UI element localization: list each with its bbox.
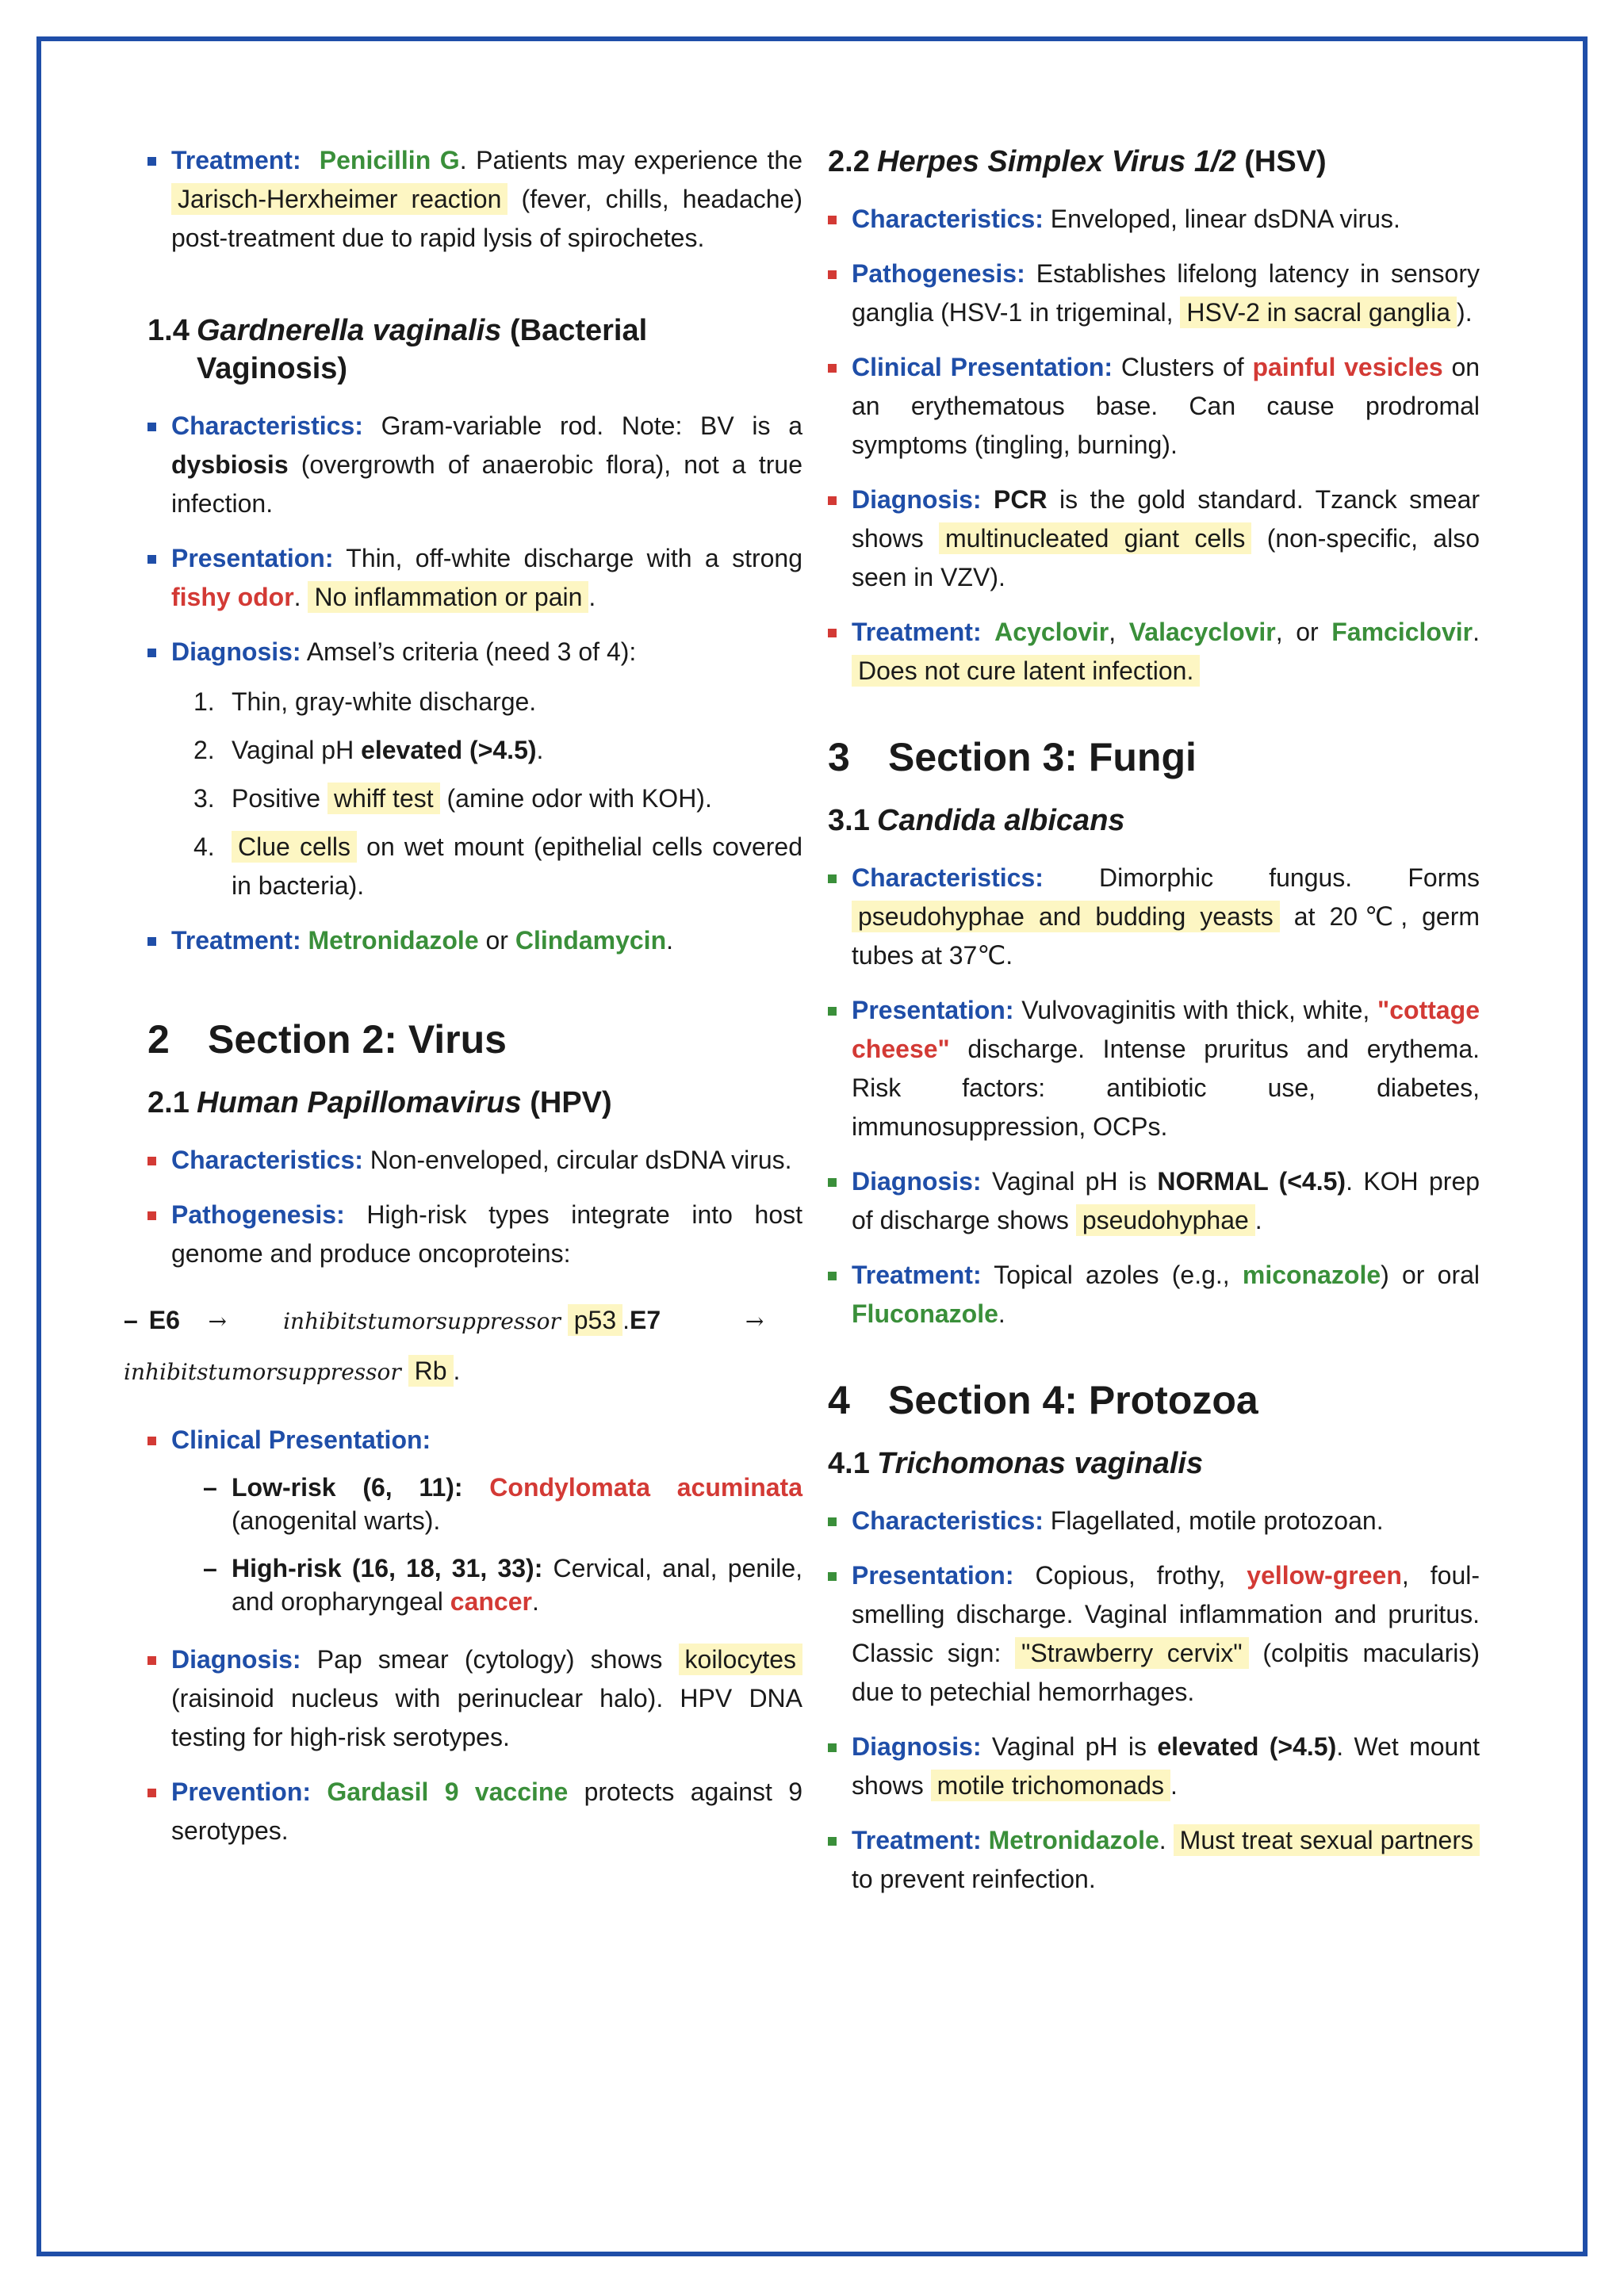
hsv-clinical-presentation: Clinical Presentation: Clusters of painful vesicles on an erythematous base. Can cause prodromal symptoms (tingling, burning). (828, 348, 1480, 465)
hsv-characteristics: Characteristics: Enveloped, linear dsDNA virus. (828, 200, 1480, 239)
bullet-icon (828, 1178, 837, 1187)
bullet-icon (147, 1437, 156, 1445)
subsection-heading-2-1: 2.1 Human Papillomavirus (HPV) (147, 1086, 612, 1119)
bullet-icon (147, 1157, 156, 1165)
trichomonas-diagnosis: Diagnosis: Vaginal pH is elevated (>4.5). Wet mount shows motile trichomonads . (828, 1728, 1480, 1805)
bullet-icon (147, 1789, 156, 1797)
hpv-prevention: Prevention: Gardasil 9 vaccine protects against 9 serotypes. (147, 1773, 802, 1850)
bullet-icon (147, 423, 156, 431)
section-heading-2: 2 Section 2: Virus (147, 1017, 507, 1062)
highlight: motile trichomonads (931, 1770, 1170, 1801)
bullet-icon (147, 1211, 156, 1220)
bullet-icon (147, 937, 156, 946)
highlight: Rb (408, 1355, 454, 1387)
right-column (828, 141, 1480, 1915)
syphilis-treatment-item: Treatment: Penicillin G. Patients may experience the Jarisch-Herxheimer reaction (fever, chills, headache) post-treatment due to rapid lysis of spirochetes. (147, 141, 802, 258)
bullet-icon (828, 496, 837, 505)
bullet-icon (147, 157, 156, 166)
bullet-icon (828, 270, 837, 279)
hpv-characteristics: Characteristics: Non-enveloped, circular dsDNA virus. (147, 1141, 802, 1180)
highlight: "Strawberry cervix" (1015, 1637, 1249, 1669)
highlight: pseudohyphae and budding yeasts (852, 901, 1280, 932)
subsection-heading-2-2: 2.2 Herpes Simplex Virus 1/2 (HSV) (828, 145, 1327, 178)
bullet-icon (147, 555, 156, 564)
bullet-icon (828, 1517, 837, 1526)
candida-treatment: Treatment: Topical azoles (e.g., miconazole) or oral Fluconazole. (828, 1256, 1480, 1334)
high-risk-item: – High-risk (16, 18, 31, 33): Cervical, anal, penile, and oropharyngeal cancer. (203, 1554, 803, 1616)
gardnerella-diagnosis: Diagnosis: Amsel’s criteria (need 3 of 4): (147, 633, 802, 672)
subsection-heading-1-4: 1.4 Gardnerella vaginalis (Bacterial Vaginosis) (147, 314, 648, 385)
left-column (124, 141, 803, 1866)
highlight: pseudohyphae (1076, 1204, 1255, 1236)
highlight: multinucleated giant cells (939, 522, 1251, 554)
highlight: Jarisch-Herxheimer reaction (171, 183, 508, 215)
bullet-icon (828, 1572, 837, 1581)
hsv-treatment: Treatment: Acyclovir, Valacyclovir, or Famciclovir. Does not cure latent infection. (828, 613, 1480, 691)
trichomonas-treatment: Treatment: Metronidazole. Must treat sexual partners to prevent reinfection. (828, 1821, 1480, 1899)
bullet-icon (828, 874, 837, 883)
highlight: p53 (568, 1304, 622, 1336)
section-heading-4: 4 Section 4: Protozoa (828, 1378, 1258, 1422)
low-risk-item: – Low-risk (6, 11): Condylomata acuminata (anogenital warts). (203, 1473, 803, 1535)
hsv-pathogenesis: Pathogenesis: Establishes lifelong latency in sensory ganglia (HSV-1 in trigeminal, HSV-2 in sacral ganglia ). (828, 254, 1480, 332)
list-item: 2. Vaginal pH elevated (>4.5). (193, 736, 544, 764)
bullet-icon (147, 649, 156, 657)
candida-presentation: Presentation: Vulvovaginitis with thick, white, "cottage cheese" discharge. Intense pruritus and erythema. Risk factors: antibiotic use, diabetes, immunosuppression, OCPs. (828, 991, 1480, 1146)
highlight: HSV-2 in sacral ganglia (1180, 297, 1457, 328)
candida-characteristics: Characteristics: Dimorphic fungus. Forms pseudohyphae and budding yeasts at 20℃, germ tubes at 37℃. (828, 859, 1480, 975)
subsection-heading-4-1: 4.1 Trichomonas vaginalis (828, 1447, 1204, 1480)
section-heading-3: 3 Section 3: Fungi (828, 735, 1197, 779)
highlight: Clue cells (232, 831, 357, 863)
bullet-icon (828, 1272, 837, 1280)
bullet-icon (147, 1656, 156, 1665)
hpv-pathogenesis: Pathogenesis: High-risk types integrate into host genome and produce oncoproteins: (147, 1196, 802, 1273)
list-item: 4. Clue cells on wet mount (epithelial cells covered in bacteria). (193, 832, 803, 900)
hpv-clinical-presentation: Clinical Presentation: (147, 1421, 802, 1460)
subsection-heading-3-1: 3.1 Candida albicans (828, 804, 1125, 837)
gardnerella-presentation: Presentation: Thin, off-white discharge with a strong fishy odor. No inflammation or pain . (147, 539, 802, 617)
bullet-icon (828, 1743, 837, 1752)
bullet-icon (828, 1007, 837, 1016)
candida-diagnosis: Diagnosis: Vaginal pH is NORMAL (<4.5). KOH prep of discharge shows pseudohyphae . (828, 1162, 1480, 1240)
amsel-criteria-list (147, 683, 802, 905)
bullet-icon (828, 1837, 837, 1846)
bullet-icon (828, 629, 837, 637)
highlight: koilocytes (679, 1644, 803, 1675)
gardnerella-treatment: Treatment: Metronidazole or Clindamycin. (147, 921, 802, 960)
hsv-diagnosis: Diagnosis: PCR is the gold standard. Tzanck smear shows multinucleated giant cells (non-specific, also seen in VZV). (828, 480, 1480, 597)
trichomonas-characteristics: Characteristics: Flagellated, motile protozoan. (828, 1502, 1480, 1540)
list-item: 1. Thin, gray-white discharge. (193, 687, 537, 716)
highlight: No inflammation or pain (308, 581, 588, 613)
trichomonas-presentation: Presentation: Copious, frothy, yellow-green, foul-smelling discharge. Vaginal inflammation and pruritus. Classic sign: "Strawberry cervix" (colpitis macularis) due to petechial hemorrhages. (828, 1556, 1480, 1712)
list-item: 3. Positive whiff test (amine odor with KOH). (193, 784, 712, 813)
highlight: Does not cure latent infection. (852, 655, 1200, 687)
highlight: Must treat sexual partners (1174, 1824, 1480, 1856)
bullet-icon (828, 216, 837, 224)
oncoprotein-line: – E6 → inhibitstumorsuppressor p53 .E7 → inhibitstumorsuppressor Rb . (124, 1306, 764, 1385)
highlight: whiff test (327, 783, 440, 814)
bullet-icon (828, 364, 837, 373)
gardnerella-characteristics: Characteristics: Gram-variable rod. Note: BV is a dysbiosis (overgrowth of anaerobic flora), not a true infection. (147, 407, 802, 523)
hpv-diagnosis: Diagnosis: Pap smear (cytology) shows koilocytes (raisinoid nucleus with perinuclear halo). HPV DNA testing for high-risk serotypes. (147, 1640, 802, 1757)
